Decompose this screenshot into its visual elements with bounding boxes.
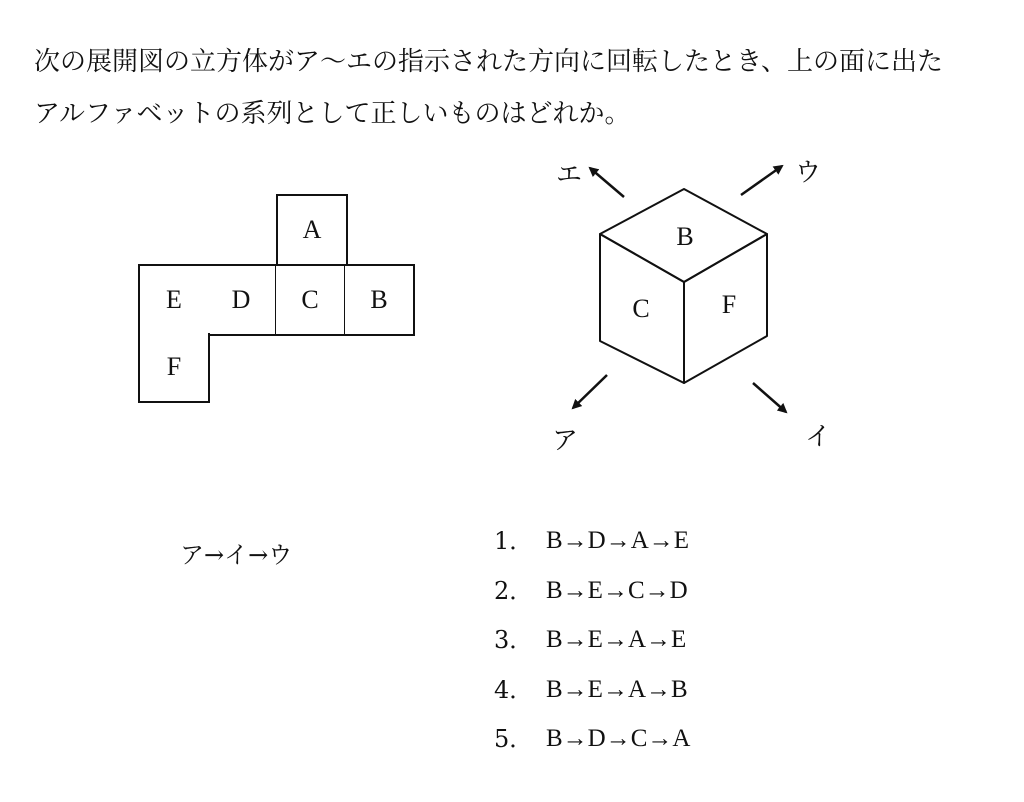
question-line-1: 次の展開図の立方体がア〜エの指示された方向に回転したとき、上の面に出た [34, 47, 943, 77]
choice-number: 2． [494, 576, 534, 605]
choice-number: 1． [494, 527, 534, 555]
arrow-label-u: ウ [795, 158, 822, 188]
question-line-2: アルファベットの系列として正しいものはどれか。 [34, 99, 631, 129]
answer-choices [494, 520, 690, 768]
choice-answer: B→D→A→E [546, 527, 690, 554]
net-face-e: E [138, 264, 210, 336]
choice-number: 3． [494, 626, 534, 654]
cube-outline [600, 189, 767, 383]
choice-5[interactable] [494, 718, 690, 768]
choice-answer: B→E→A→B [546, 675, 688, 703]
choice-number: 5． [494, 725, 534, 753]
cube-left-label: C [632, 294, 650, 323]
arrow-e [590, 168, 624, 197]
cube-top-label: B [676, 222, 694, 251]
arrow-label-a: ア [552, 426, 579, 456]
net-face-a: A [276, 194, 348, 266]
net-face-d: D [207, 264, 277, 336]
arrow-a [573, 375, 607, 408]
choice-number: 4． [494, 675, 534, 704]
net-face-c: C [276, 264, 346, 336]
net-face-f: F [138, 333, 210, 403]
choice-1[interactable] [494, 520, 690, 570]
arrow-label-i: イ [805, 422, 832, 452]
arrow-label-e: エ [556, 160, 583, 190]
choice-2[interactable] [494, 570, 690, 620]
net-face-b: B [345, 264, 415, 336]
choice-answer: B→E→C→D [546, 576, 688, 604]
choice-3[interactable] [494, 619, 690, 669]
arrow-u [741, 166, 782, 195]
rotation-sequence: ア→イ→ウ [180, 541, 293, 569]
choice-4[interactable] [494, 669, 690, 719]
choice-answer: B→D→C→A [546, 725, 691, 752]
arrow-i [753, 383, 786, 412]
choice-answer: B→E→A→E [546, 626, 687, 653]
cube-right-label: F [721, 290, 737, 319]
